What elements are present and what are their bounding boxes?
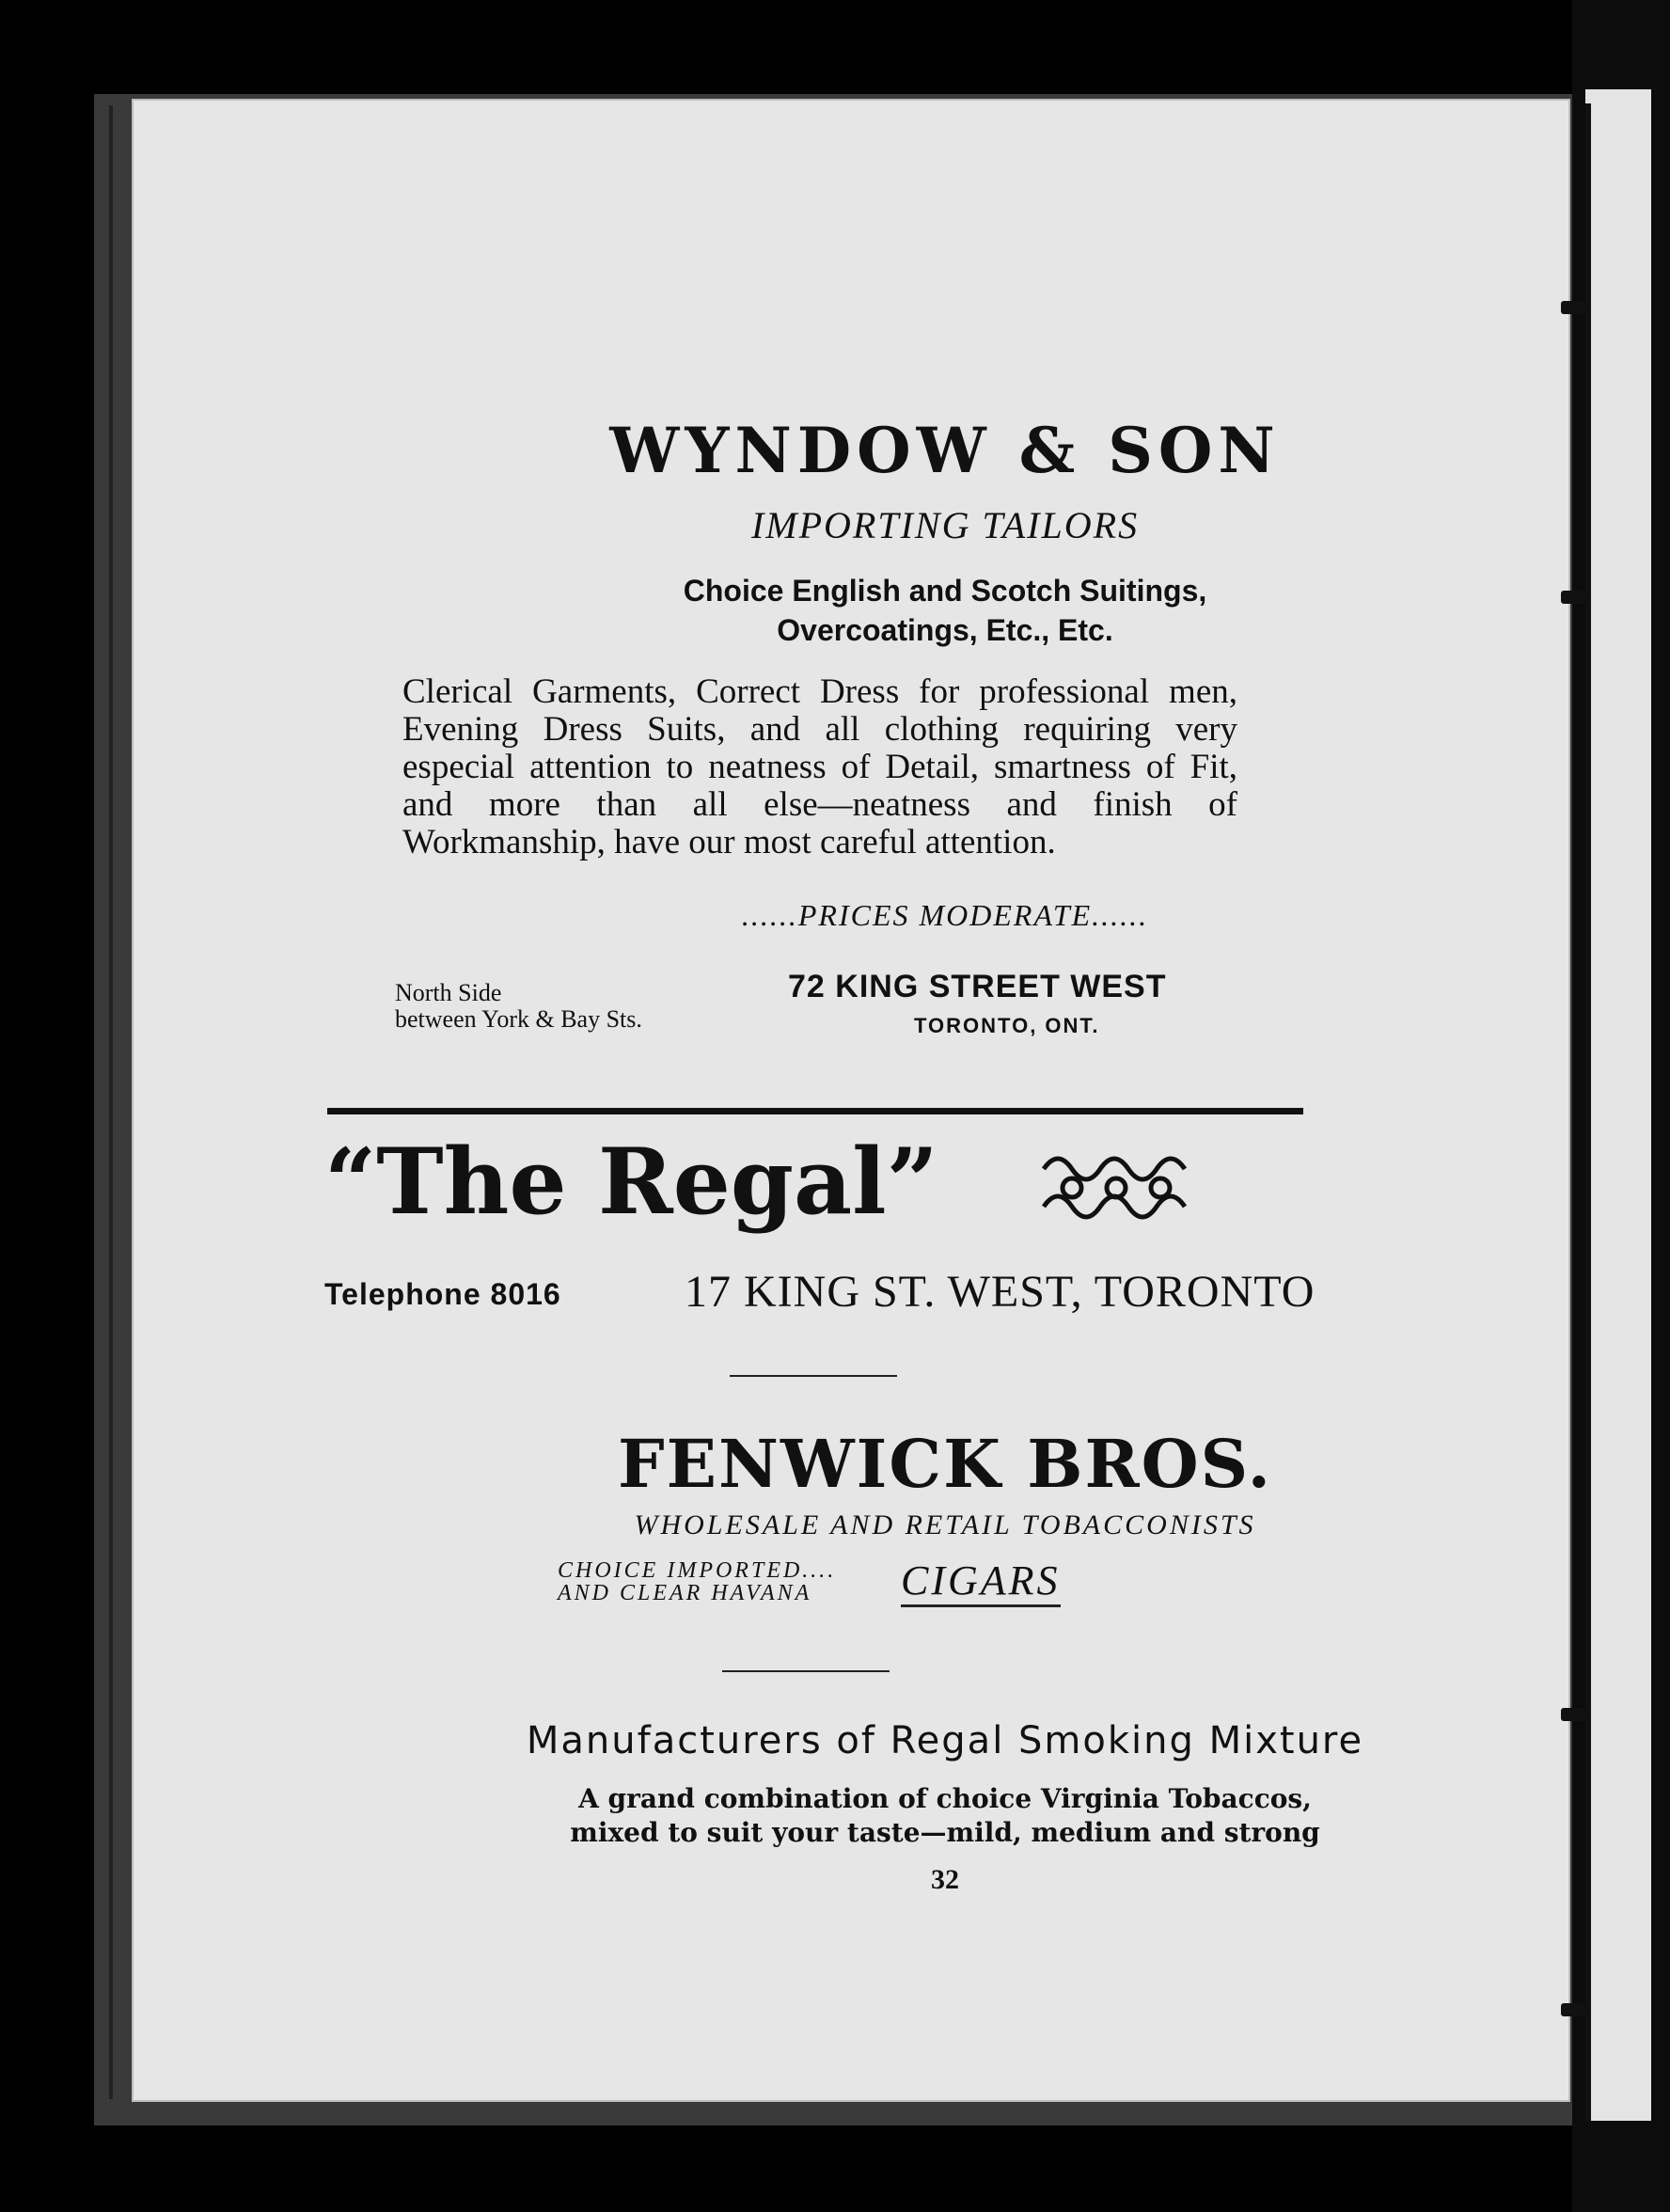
fenwick-subtitle: WHOLESALE AND RETAIL TOBACCONISTS [634, 1509, 1256, 1540]
wyndow-subtitle: IMPORTING TAILORS [750, 504, 1140, 546]
wyndow-location-line2: between York & Bay Sts. [395, 1005, 642, 1033]
short-divider [722, 1670, 890, 1672]
ornament-icon [1036, 1146, 1196, 1230]
binding-edge [109, 105, 113, 2099]
binding-clip [1561, 2003, 1587, 2016]
facing-page [1585, 89, 1651, 2121]
binding-clip [1561, 301, 1587, 314]
wyndow-address: 72 KING STREET WEST [788, 969, 1167, 1004]
fenwick-choice-line2: AND CLEAR HAVANA [558, 1581, 812, 1605]
fenwick-tagline1: A grand combination of choice Virginia Tobaccos, [578, 1783, 1312, 1814]
fenwick-tagline2: mixed to suit your taste—mild, medium and strong [570, 1817, 1320, 1848]
page-number: 32 [931, 1864, 959, 1895]
wyndow-city: TORONTO, ONT. [914, 1014, 1100, 1037]
short-divider [730, 1375, 897, 1377]
wyndow-location [395, 980, 642, 1033]
fenwick-manufacturers: Manufacturers of Regal Smoking Mixture [526, 1719, 1364, 1762]
fenwick-cigars: CIGARS [901, 1557, 1061, 1607]
fenwick-choice [558, 1559, 836, 1604]
regal-name: “The Regal” [324, 1129, 938, 1235]
fenwick-title: FENWICK BROS. [617, 1425, 1273, 1503]
wyndow-location-line1: North Side [395, 979, 502, 1006]
section-divider [327, 1108, 1303, 1114]
wyndow-body-text: Clerical Garments, Correct Dress for professional men, Evening Dress Suits, and all clothing requiring very especial attention to neatness of Detail, smartness of Fit, and more than all else—neatness and finish of Workmanship, have our most careful attention. [402, 672, 1237, 861]
fenwick-choice-line1: CHOICE IMPORTED.... [558, 1558, 837, 1583]
regal-telephone: Telephone 8016 [324, 1277, 561, 1311]
regal-address: 17 KING ST. WEST, TORONTO [685, 1267, 1316, 1317]
wyndow-prices: ......PRICES MODERATE...... [741, 898, 1149, 932]
wyndow-title: WYNDOW & SON [609, 414, 1281, 487]
wyndow-choice-line1: Choice English and Scotch Suitings, [683, 574, 1207, 608]
wyndow-choice-line2: Overcoatings, Etc., Etc. [777, 613, 1113, 647]
